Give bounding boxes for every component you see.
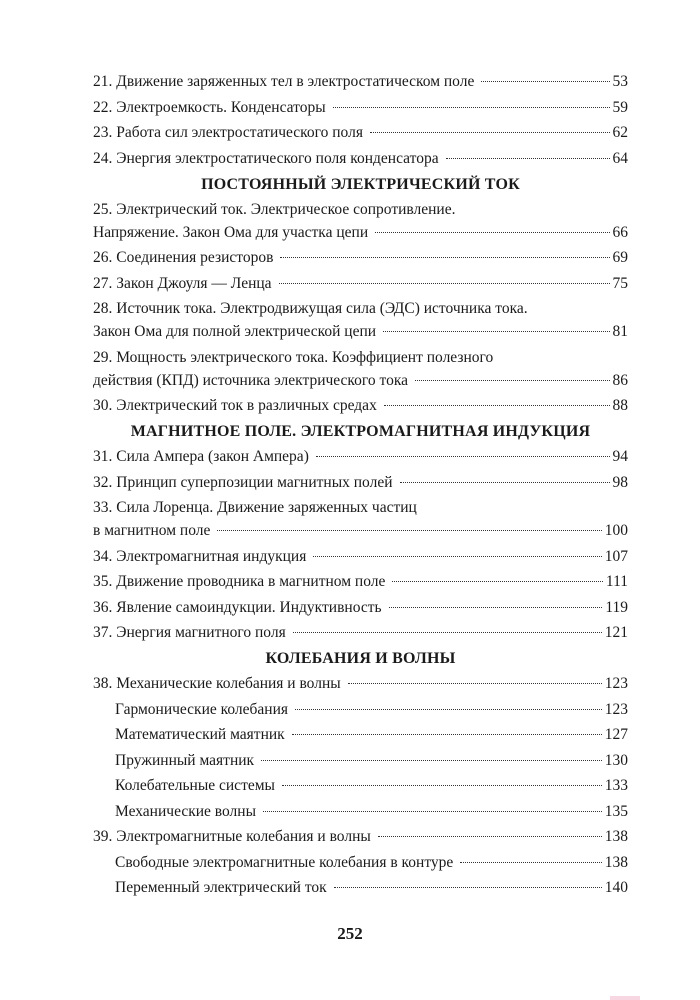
entry-line [93,471,628,494]
entry-page-number: 66 [612,223,628,241]
entry-title: Математический маятник [115,726,285,743]
entry-title: Напряжение. Закон Ома для участка цепи [93,223,369,241]
entry-line [115,851,628,874]
dot-leader [389,607,603,608]
entry-page-number: 138 [604,853,628,871]
entry-title: 36. Явление самоиндукции. Индуктивность [93,598,382,616]
toc-entry [93,272,628,295]
entry-title: 35. Движение проводника в магнитном поле [93,573,386,590]
dot-leader [313,556,601,557]
entry-page-number: 138 [604,828,628,845]
entry-page-number: 119 [605,598,628,616]
dot-leader [392,581,603,582]
entry-title: Переменный электрический ток [115,879,327,896]
toc-entry [93,445,628,468]
entry-page-number: 88 [612,397,628,414]
entry-line [93,272,628,295]
entry-title: 26. Соединения резисторов [93,249,274,266]
dot-leader [293,632,602,633]
entry-page-number: 69 [612,249,628,266]
entry-title: Закон Ома для полной электрической цепи [93,323,377,340]
entry-title: 30. Электрический ток в различных средах [93,397,377,414]
entry-line [93,545,628,568]
entry-title: 27. Закон Джоуля — Ленца [93,274,272,292]
toc-entry [93,825,628,848]
section-heading: КОЛЕБАНИЯ И ВОЛНЫ [265,650,456,667]
section-heading: МАГНИТНОЕ ПОЛЕ. ЭЛЕКТРОМАГНИТНАЯ ИНДУКЦИЯ [130,423,591,440]
entry-line [93,445,628,468]
dot-leader [263,811,602,812]
toc-subentry [93,774,628,797]
entry-page-number: 123 [604,675,628,692]
dot-leader [295,709,602,710]
toc-entry [93,545,628,568]
entry-title: 22. Электроемкость. Конденсаторы [93,98,326,116]
entry-line [115,800,628,823]
section-heading: ПОСТОЯННЫЙ ЭЛЕКТРИЧЕСКИЙ ТОК [201,175,520,193]
entry-page-number: 86 [612,371,628,389]
entry-line [93,70,628,93]
dot-leader [279,283,610,284]
toc-entry [93,570,628,593]
entry-title: Колебательные системы [115,777,275,794]
corner-mark [610,996,640,1000]
entry-page-number: 121 [604,624,628,641]
toc-subentry [93,698,628,721]
dot-leader [334,887,602,888]
entry-page-number: 140 [604,879,628,896]
dot-leader [280,257,609,258]
toc-entry [93,121,628,144]
entry-line [93,596,628,619]
entry-line [93,825,628,848]
dot-leader [348,683,602,684]
dot-leader [333,107,610,108]
toc-entry [93,394,628,417]
entry-title: Гармонические колебания [115,700,289,718]
entry-title: 37. Энергия магнитного поля [93,624,286,641]
entry-title-line1: 29. Мощность электрического тока. Коэффициент полезного [93,348,494,366]
entry-line [115,723,628,746]
entry-page-number: 59 [612,98,628,116]
toc-entry [93,621,628,644]
entry-line [93,519,628,542]
toc-subentry [93,851,628,874]
entry-page-number: 62 [612,124,628,141]
toc-subentry [93,800,628,823]
entry-title: 24. Энергия электростатического поля конденсатора [93,149,439,167]
entry-title: Механические волны [115,802,256,820]
entry-page-number: 133 [604,777,628,794]
dot-leader [282,785,602,786]
entry-line [93,621,628,644]
entry-line [93,672,628,695]
dot-leader [481,81,609,82]
entry-line [93,394,628,417]
toc-entry [93,147,628,170]
entry-title: действия (КПД) источника электрического тока [93,371,409,389]
entry-title-line1: 25. Электрический ток. Электрическое сопротивление. [93,200,456,218]
dot-leader [378,836,602,837]
entry-page-number: 75 [612,274,628,292]
toc-subentry [93,723,628,746]
entry-page-number: 107 [604,547,628,565]
toc-entry [93,471,628,494]
dot-leader [261,760,602,761]
entry-title-line1: 33. Сила Лоренца. Движение заряженных частиц [93,499,417,516]
entry-page-number: 127 [604,726,628,743]
dot-leader [217,530,601,531]
entry-page-number: 135 [604,802,628,820]
entry-page-number: 64 [612,149,628,167]
entry-line [115,698,628,721]
entry-page-number: 130 [604,751,628,769]
entry-line [93,570,628,593]
entry-title: 38. Механические колебания и волны [93,675,341,692]
dot-leader [415,380,609,381]
entry-line [93,96,628,119]
entry-title: 39. Электромагнитные колебания и волны [93,828,371,845]
entry-line [93,369,628,392]
entry-title: 31. Сила Ампера (закон Ампера) [93,448,309,465]
entry-page-number: 94 [612,448,628,465]
entry-page-number: 111 [605,573,628,590]
toc-entry [93,346,628,392]
entry-page-number: 123 [604,700,628,718]
toc-entry [93,198,628,244]
entry-line [93,221,628,244]
dot-leader [460,862,601,863]
entry-title: в магнитном поле [93,522,211,539]
dot-leader [370,132,610,133]
entry-page-number: 81 [612,323,628,340]
entry-title: 32. Принцип суперпозиции магнитных полей [93,473,393,491]
entry-page-number: 100 [604,522,628,539]
entry-line [115,876,628,899]
entry-line [115,774,628,797]
entry-line [93,320,628,343]
entry-title: Свободные электромагнитные колебания в контуре [115,853,454,871]
toc-entry [93,96,628,119]
entry-line [93,246,628,269]
toc-subentry [93,749,628,772]
entry-line [93,147,628,170]
toc-entry [93,246,628,269]
toc-entry [93,596,628,619]
dot-leader [375,232,609,233]
entry-title: 21. Движение заряженных тел в электростатическом поле [93,73,475,90]
toc-subentry [93,876,628,899]
dot-leader [446,158,610,159]
entry-page-number: 98 [612,473,628,491]
toc-entry [93,70,628,93]
toc-entry [93,672,628,695]
entry-line [93,121,628,144]
entry-line [115,749,628,772]
entry-title: 34. Электромагнитная индукция [93,547,307,565]
toc-entry [93,496,628,542]
dot-leader [400,482,610,483]
toc-entry [93,297,628,343]
entry-page-number: 53 [612,73,628,90]
entry-title: 23. Работа сил электростатического поля [93,124,363,141]
dot-leader [384,405,610,406]
dot-leader [316,456,610,457]
dot-leader [292,734,602,735]
table-of-contents [93,70,628,899]
entry-title-line1: 28. Источник тока. Электродвижущая сила (ЭДС) источника тока. [93,300,528,317]
dot-leader [383,331,609,332]
page-number: 252 [337,924,363,943]
entry-title: Пружинный маятник [115,751,255,769]
